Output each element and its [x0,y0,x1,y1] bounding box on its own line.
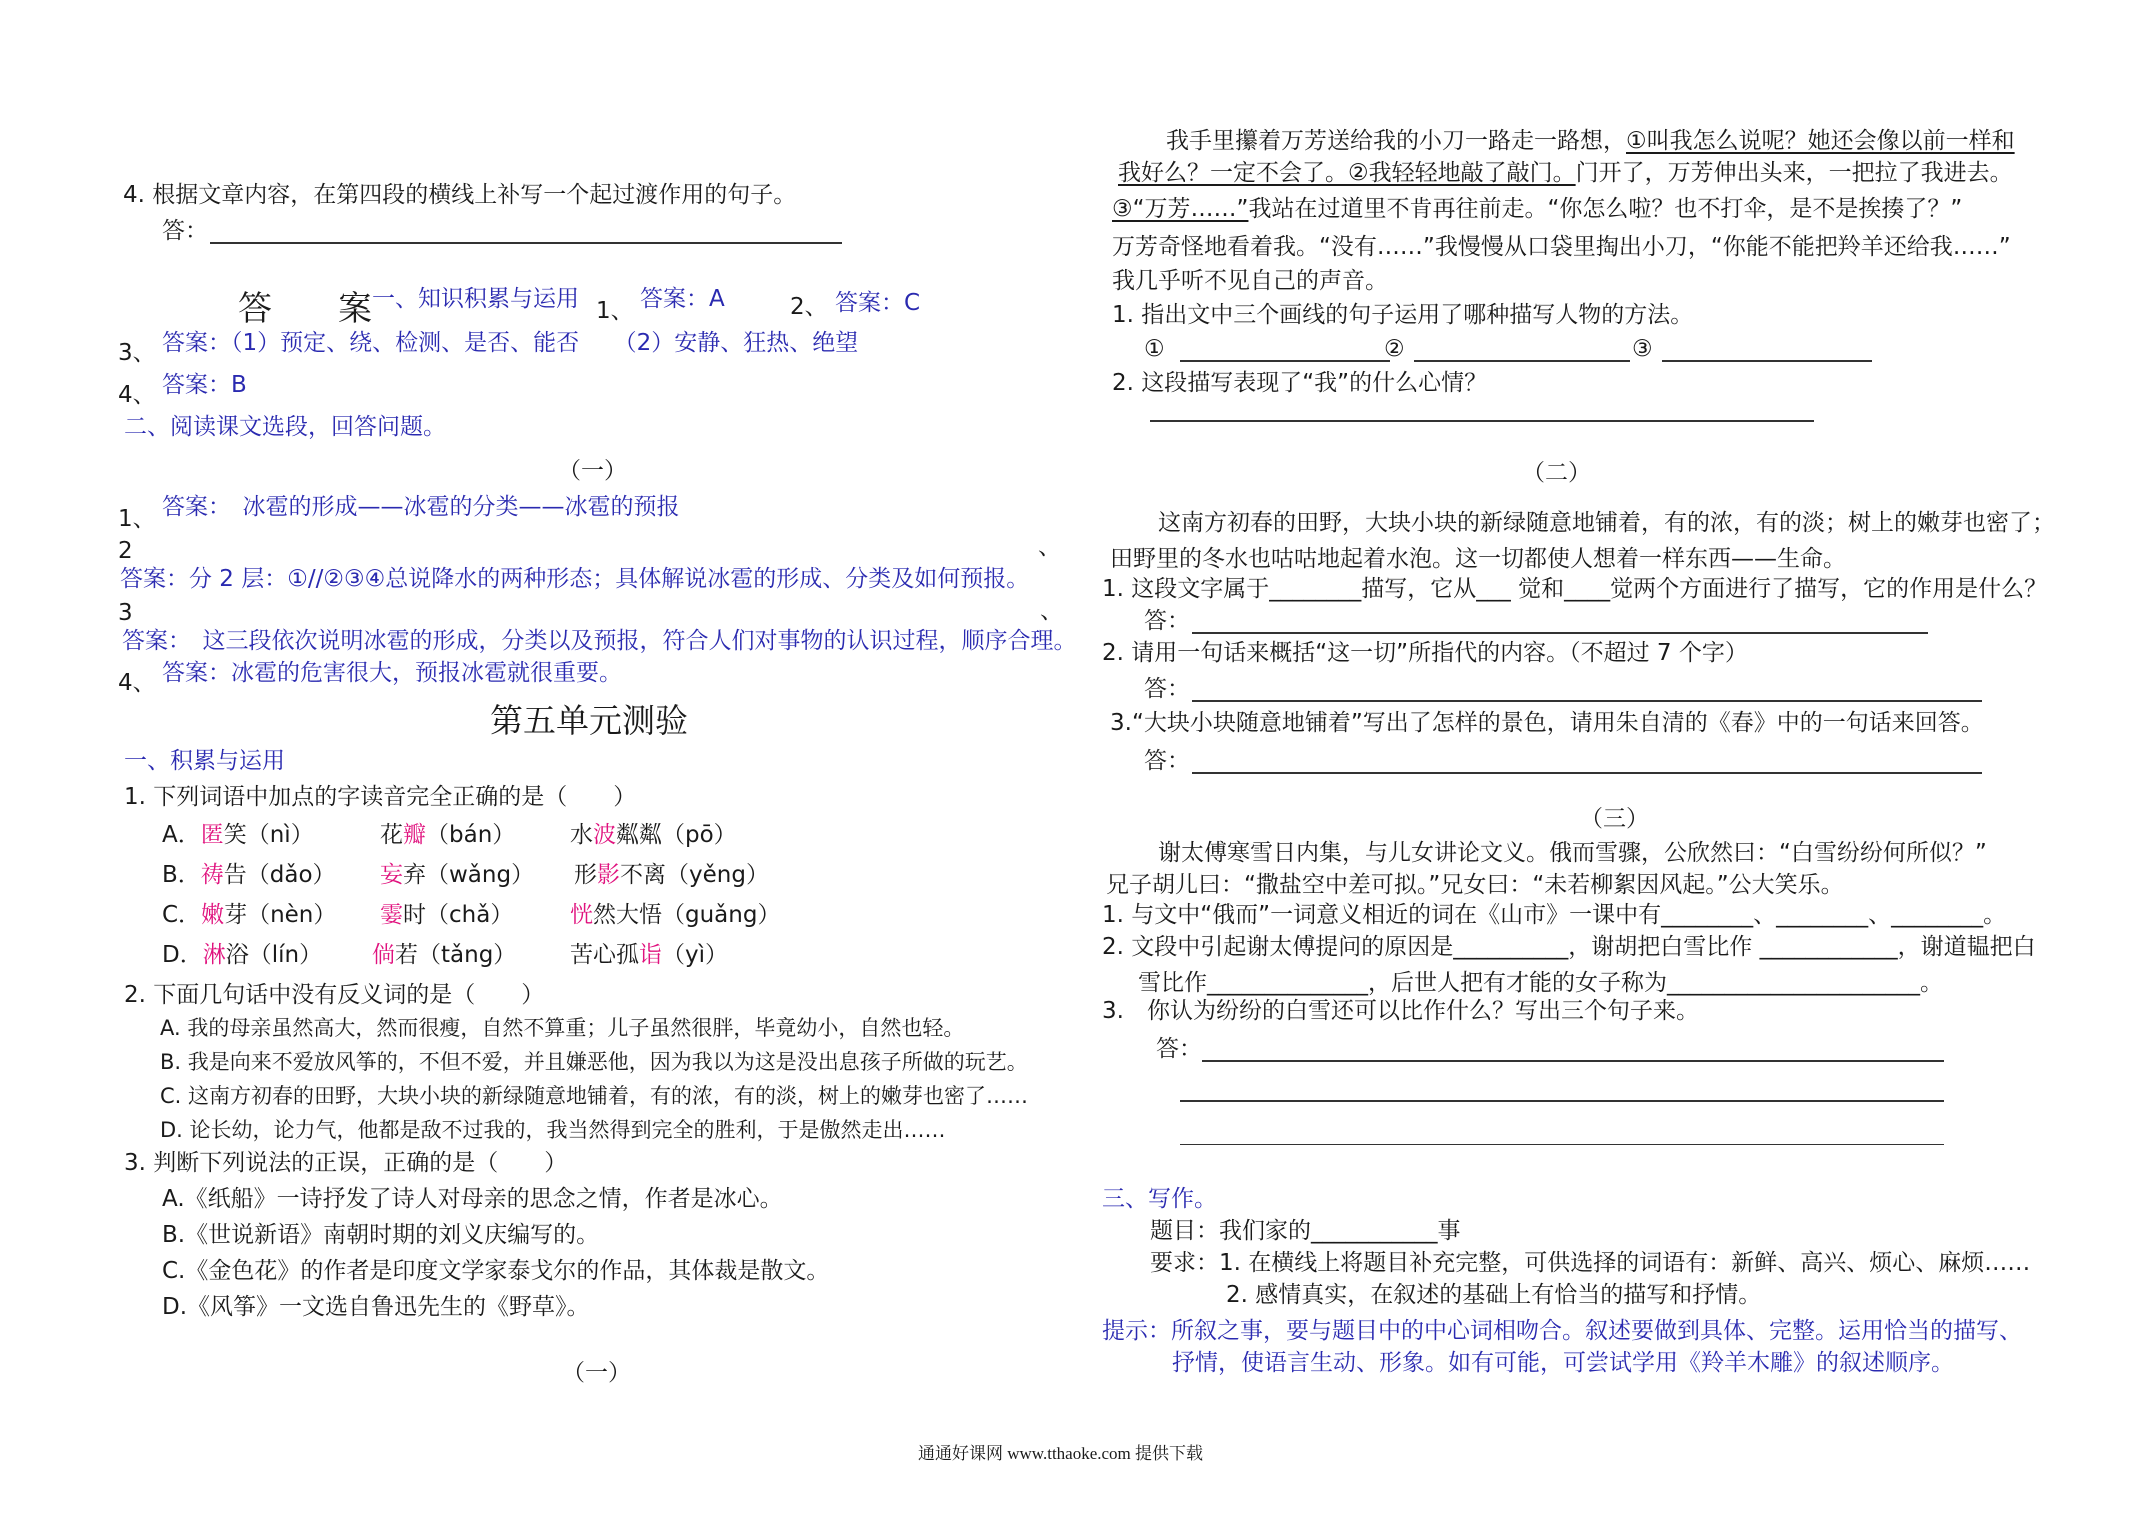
q2-option-c: C. 这南方初春的田野，大块小块的新绿随意地铺着，有的浓，有的淡，树上的嫩芽也密了…… [160,1084,1029,1108]
q1-row-a-item2 [380,822,515,848]
answer-line [1192,772,1982,774]
q2-option-b: B. 我是向来不爱放风筝的，不但不爱，并且嫌恶他，因为我以为这是没出息孩子所做的玩艺。 [160,1050,1028,1074]
dotted-char: 淋 [202,942,226,968]
passage3-q1: 1. 与文中“俄而”一词意义相近的词在《山市》一课中有________、________、________。 [1102,902,2007,928]
q1-row-c-item3 [570,902,780,928]
reading-answer-1: 答案： 冰雹的形成——冰雹的分类——冰雹的预报 [162,494,680,520]
passage1-line4: 万芳奇怪地看着我。“没有……”我慢慢从口袋里掏出小刀，“你能不能把羚羊还给我……” [1112,234,2011,260]
answer-num-4: 4、 [118,382,156,408]
passage1-line1 [1166,128,2015,154]
answer-1: 答案：A [640,286,725,312]
q1-label: D． [162,942,203,968]
q1-item: 若（tǎng） [395,942,517,968]
q3-option-c: C.《金色花》的作者是印度文学家泰戈尔的作品，其体裁是散文。 [162,1258,830,1284]
blank-line [1414,360,1630,362]
prev-question-4: 4. 根据文章内容，在第四段的横线上补写一个起过渡作用的句子。 [123,182,797,208]
q1-item: 笑（nì） [223,822,314,848]
passage1-line2 [1118,160,2013,186]
section-a-title: 一、积累与运用 [124,748,285,774]
answer-4: 答案：B [162,372,247,398]
dotted-char: 嫩 [201,902,225,928]
passage3-q3: 3. 你认为纷纷的白雪还可以比作什么？写出三个句子来。 [1102,998,1699,1024]
footer-credit: 通通好课网 www.tthaoke.com 提供下载 [918,1444,1204,1463]
q1-item: 粼粼（pō） [616,822,737,848]
answer-2: 答案：C [835,290,921,316]
q1-item: 弃（wǎng） [403,862,535,888]
answers-section-1: 一、知识积累与运用 [372,286,579,312]
q1-item: 芽（nèn） [224,902,337,928]
dotted-char: 瓣 [403,822,426,848]
reading-num-2: 2 [118,538,133,564]
passage-text: 门开了，万芳伸出头来，一把拉了我进去。 [1575,160,2013,186]
reading-num-3: 3 [118,600,133,626]
passage2-q3: 3.“大块小块随意地铺着”写出了怎样的景色，请用朱自清的《春》中的一句话来回答。 [1110,710,1984,736]
dotted-char: 匿 [200,822,224,848]
dotted-char: 影 [597,862,620,888]
dotted-char: 诣 [639,942,662,968]
dotted-char: 祷 [200,862,224,888]
reading-tail-1: 、 [1038,534,1061,560]
q2-option-d: D. 论长幼，论力气，他都是敌不过我的，我当然得到完全的胜利，于是傲然走出…… [160,1118,946,1142]
q1-item: 然大悟（guǎng） [593,902,781,928]
dotted-char: 倘 [372,942,395,968]
q2-option-a: A. 我的母亲虽然高大，然而很瘦，自然不算重；儿子虽然很胖，毕竟幼小，自然也轻。 [160,1016,965,1040]
passage-text: 我手里攥着万芳送给我的小刀一路走一路想， [1166,128,1626,154]
dotted-char: 波 [593,822,616,848]
answer-3: 答案：（1）预定、绕、检测、是否、能否 （2）安静、狂热、绝望 [162,330,859,356]
answer-num-2: 2、 [790,294,828,320]
q1-row-d-item3 [570,942,728,968]
reading-num-4: 4、 [118,670,156,696]
q1-row-a-item3 [570,822,737,848]
q1-item: （yì） [662,942,729,968]
dotted-char: 霎 [380,902,403,928]
underlined-sentence-2: 我好么？一定不会了。②我轻轻地敲了敲门。 [1118,160,1576,186]
q1-row-c [162,902,336,928]
q1-row-d-item2 [372,942,516,968]
reading-tail-2: 、 [1040,598,1063,624]
q1-item: 苦心孤 [570,942,639,968]
q1-item: 不离（yěng） [620,862,769,888]
answer-line [1150,420,1814,422]
blank-line [1180,360,1390,362]
q1-row-b [162,862,336,888]
q1-item: 时（chǎ） [403,902,514,928]
answers-part-1: （一） [558,458,627,484]
underlined-sentence-3: ③“万芳……” [1112,196,1249,222]
q3-stem: 3. 判断下列说法的正误，正确的是（ ） [124,1150,568,1176]
part-two-title: （二） [1522,460,1591,486]
passage-text: 我站在过道里不肯再往前走。“你怎么啦？也不打伞，是不是挨揍了？” [1248,196,1963,222]
answer-line [210,242,842,244]
answers-section-2: 二、阅读课文选段，回答问题。 [124,414,446,440]
q1-item: 告（dǎo） [223,862,336,888]
prev-answer-label: 答： [162,218,208,244]
q3-option-d: D.《风筝》一文选自鲁迅先生的《野草》。 [162,1294,590,1320]
dotted-char: 妄 [380,862,403,888]
q1-row-a [162,822,314,848]
q1-row-b-item3 [574,862,769,888]
q3-option-b: B.《世说新语》南朝时期的刘义庆编写的。 [162,1222,600,1248]
passage3-q2-line1: 2. 文段中引起谢太傅提问的原因是__________，谢胡把白雪比作 ____________，谢道韫把白 [1102,934,2036,960]
writing-req-2: 2. 感情真实，在叙述的基础上有恰当的描写和抒情。 [1226,1282,1762,1308]
q1-label: B． [162,862,201,888]
passage1-line5: 我几乎听不见自己的声音。 [1112,268,1388,294]
reading-answer-4: 答案：冰雹的危害很大，预报冰雹就很重要。 [162,660,622,686]
part-one-bottom: （一） [562,1360,631,1386]
dotted-char: 恍 [570,902,593,928]
blank-mark-1: ① [1144,336,1165,362]
passage2-q2: 2. 请用一句话来概括“这一切”所指代的内容。（不超过 7 个字） [1102,640,1748,666]
q1-item: 花 [380,822,403,848]
passage3-q3-answer: 答： [1156,1036,1202,1062]
writing-tip-2: 抒情，使语言生动、形象。如有可能，可尝试学用《羚羊木雕》的叙述顺序。 [1172,1350,1954,1376]
q1-row-b-item2 [380,862,534,888]
blank-mark-2: ② [1384,336,1405,362]
answers-title-b: 案 [338,289,372,329]
answer-line [1192,700,1982,702]
answer-line [1202,1060,1944,1062]
q1-row-c-item2 [380,902,513,928]
passage1-line3 [1112,196,1962,222]
answer-line [1180,1144,1944,1145]
passage2-line1: 这南方初春的田野，大块小块的新绿随意地铺着，有的浓，有的淡；树上的嫩芽也密了； [1158,510,2055,536]
unit-title: 第五单元测验 [490,701,688,740]
answer-line [1180,1100,1944,1102]
writing-title: 三、写作。 [1102,1186,1217,1212]
answer-line [1192,632,1928,634]
blank-mark-3: ③ [1632,336,1653,362]
passage2-line2: 田野里的冬水也咕咕地起着水泡。这一切都使人想着一样东西——生命。 [1110,546,1846,572]
q1-stem: 1. 下列词语中加点的字读音完全正确的是（ ） [124,784,637,810]
passage3-line1: 谢太傅寒雪日内集，与儿女讲论文义。俄而雪骤，公欣然曰：“白雪纷纷何所似？” [1158,840,1987,866]
reading-answer-3: 答案： 这三段依次说明冰雹的形成，分类以及预报，符合人们对事物的认识过程，顺序合理。 [122,628,1077,654]
answers-title-a: 答 [238,289,272,329]
q1-label: A． [162,822,201,848]
reading-num-1: 1、 [118,506,156,532]
q1-item: （bán） [426,822,516,848]
writing-topic: 题目：我们家的___________事 [1150,1218,1461,1244]
reading-answer-2: 答案：分 2 层：①//②③④总说降水的两种形态；具体解说冰雹的形成、分类及如何预报。 [120,566,1030,592]
passage2-q1: 1. 这段文字属于________描写，它从___ 觉和____觉两个方面进行了描写，它的作用是什么？ [1102,576,2048,602]
q1-row-d [162,942,322,968]
passage3-line2: 兄子胡儿曰：“撒盐空中差可拟。”兄女曰：“未若柳絮因风起。”公大笑乐。 [1106,872,1844,898]
passage2-q2-answer: 答： [1144,676,1190,702]
passage2-q1-answer: 答： [1144,608,1190,634]
writing-req-1: 要求：1. 在横线上将题目补充完整，可供选择的词语有：新鲜、高兴、烦心、麻烦…… [1150,1250,2031,1276]
q2-stem: 2. 下面几句话中没有反义词的是（ ） [124,982,545,1008]
underlined-sentence-1: ①叫我怎么说呢？她还会像以前一样和 [1626,128,2015,154]
q1-item: 水 [570,822,593,848]
passage1-q2: 2. 这段描写表现了“我”的什么心情？ [1112,370,1488,396]
q1-item: 浴（lín） [225,942,323,968]
blank-line [1662,360,1872,362]
answer-num-1: 1、 [596,298,634,324]
passage2-q3-answer: 答： [1144,748,1190,774]
passage3-q2-line2: 雪比作______________，后世人把有才能的女子称为______________________。 [1138,970,1943,996]
answer-num-3: 3、 [118,340,156,366]
q3-option-a: A.《纸船》一诗抒发了诗人对母亲的思念之情，作者是冰心。 [162,1186,783,1212]
q1-item: 形 [574,862,597,888]
writing-tip-1: 提示：所叙之事，要与题目中的中心词相吻合。叙述要做到具体、完整。运用恰当的描写、 [1102,1318,2022,1344]
q1-label: C． [162,902,202,928]
passage1-q1: 1. 指出文中三个画线的句子运用了哪种描写人物的方法。 [1112,302,1694,328]
part-three-title: （三） [1580,806,1649,832]
